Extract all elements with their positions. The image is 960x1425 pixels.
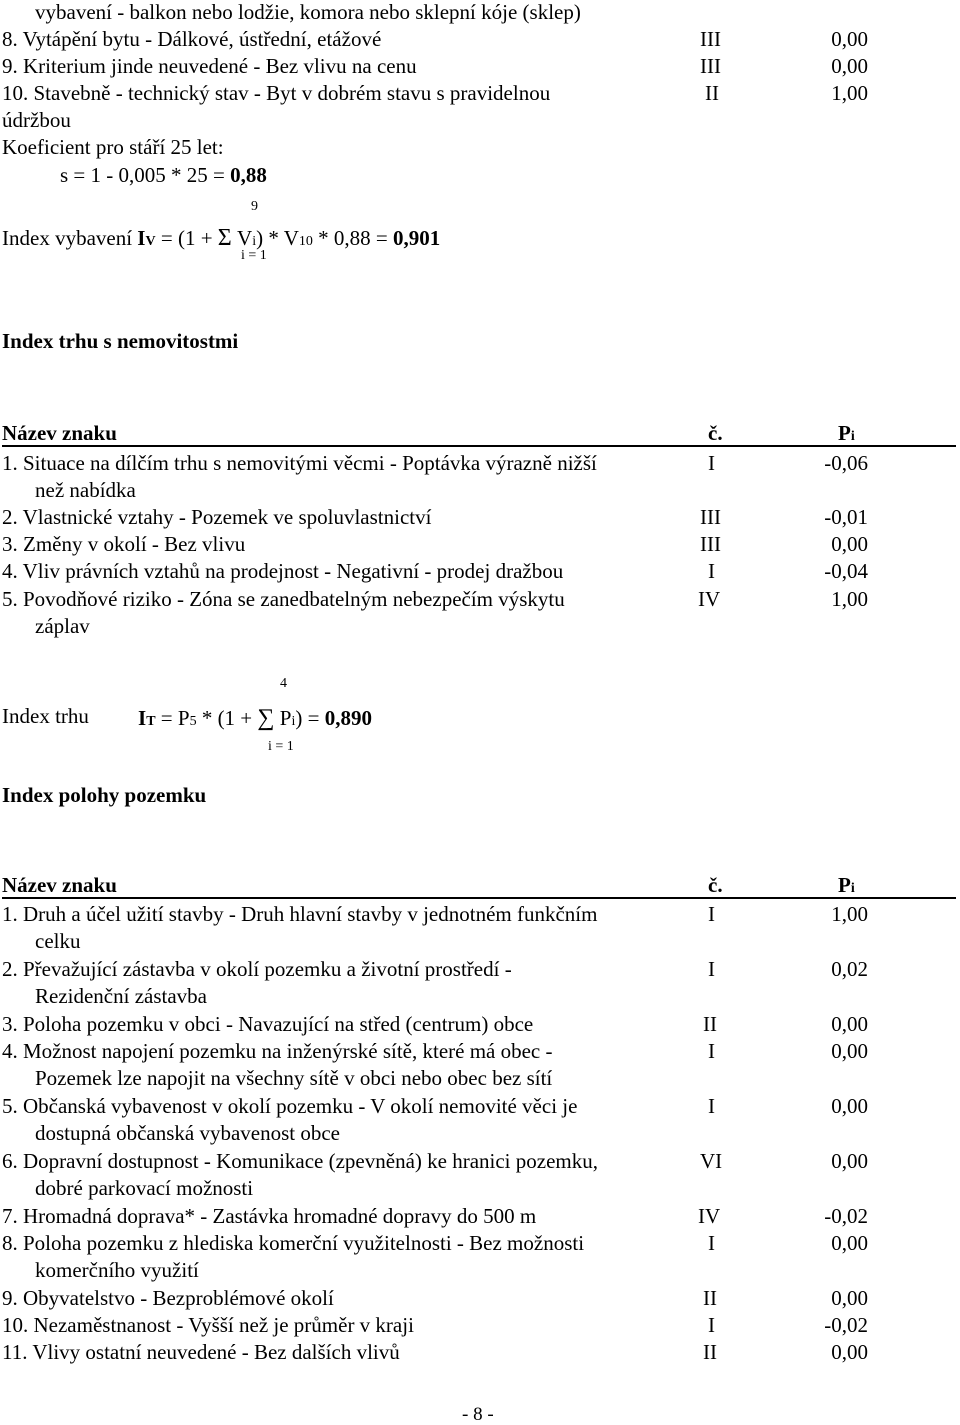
market-eq-part2: * (1 +: [196, 706, 258, 730]
market-table-rule: [2, 445, 956, 447]
equip-sum-lower: i = 1: [241, 248, 267, 263]
market-row-3-name: 3. Změny v okolí - Bez vlivu: [2, 532, 246, 556]
location-row-8-class: I: [708, 1231, 715, 1255]
location-col-p-label: P: [838, 873, 851, 897]
market-row-1-class: I: [708, 451, 715, 475]
equipment-row-7-continuation: vybavení - balkon nebo lodžie, komora nebo sklepní kóje (sklep): [35, 0, 581, 24]
location-row-9-name: 9. Obyvatelstvo - Bezproblémové okolí: [2, 1286, 334, 1310]
market-col-p-label: P: [838, 421, 851, 445]
location-row-10-value: -0,02: [824, 1313, 868, 1337]
location-row-4-class: I: [708, 1039, 715, 1063]
equip-eq-v10-sub: 10: [298, 234, 313, 249]
equip-index-symbol: I: [137, 226, 146, 250]
market-sum-lower: i = 1: [268, 739, 294, 754]
market-col-name: Název znaku: [2, 421, 117, 445]
location-row-8-name: 8. Poloha pozemku z hlediska komerční využitelnosti - Bez možnosti: [2, 1231, 585, 1255]
location-row-8-value: 0,00: [831, 1231, 868, 1255]
age-formula-text: s = 1 - 0,005 * 25 =: [60, 163, 231, 187]
market-col-number: č.: [708, 421, 723, 445]
location-row-10-class: I: [708, 1313, 715, 1337]
market-row-1-name: 1. Situace na dílčím trhu s nemovitými věcmi - Poptávka výrazně nižší: [2, 451, 597, 475]
equipment-row-8-name: 8. Vytápění bytu - Dálkové, ústřední, etážové: [2, 27, 382, 51]
equip-eq-part3: * 0,88 =: [312, 226, 393, 250]
location-row-9-value: 0,00: [831, 1286, 868, 1310]
equip-eq-part1: = (1 +: [155, 226, 218, 250]
location-row-1-name-continuation: celku: [35, 929, 81, 953]
market-col-p: [838, 423, 855, 444]
equipment-row-9-class: III: [700, 54, 721, 78]
market-row-2-class: III: [700, 505, 721, 529]
market-eq-p5-sub: 5: [189, 714, 197, 729]
market-row-1-name-continuation: než nabídka: [35, 478, 136, 502]
market-row-5-name-continuation: záplav: [35, 614, 90, 638]
location-row-3-name: 3. Poloha pozemku v obci - Navazující na střed (centrum) obce: [2, 1012, 534, 1036]
equip-index-formula: [2, 226, 440, 250]
equipment-row-8-value: 0,00: [831, 27, 868, 51]
age-formula-result: 0,88: [230, 163, 267, 187]
equip-sum-upper: 9: [251, 199, 258, 214]
market-index-label: Index trhu: [2, 704, 89, 728]
location-row-6-name: 6. Dopravní dostupnost - Komunikace (zpevněná) ke hranici pozemku,: [2, 1149, 598, 1173]
location-row-7-value: -0,02: [824, 1204, 868, 1228]
market-sum-symbol: ∑: [257, 705, 275, 731]
equip-eq-v: V: [231, 226, 253, 250]
equip-sum-symbol: Σ: [217, 225, 232, 251]
location-col-p: [838, 875, 855, 896]
market-index-subscript: T: [146, 714, 156, 729]
market-row-3-value: 0,00: [831, 532, 868, 556]
location-col-number: č.: [708, 873, 723, 897]
location-row-7-class: IV: [698, 1204, 721, 1228]
equip-eq-v-sub: i: [252, 234, 257, 249]
market-row-4-class: I: [708, 559, 715, 583]
age-coefficient-label: Koeficient pro stáří 25 let:: [2, 135, 224, 159]
market-eq-part3: ) =: [295, 706, 325, 730]
age-coefficient-formula: [60, 165, 267, 186]
location-row-4-name: 4. Možnost napojení pozemku na inženýrské sítě, které má obec -: [2, 1039, 553, 1063]
market-index-formula: [138, 706, 372, 730]
location-row-9-class: II: [703, 1286, 717, 1310]
location-row-6-name-continuation: dobré parkovací možnosti: [35, 1176, 254, 1200]
equipment-row-8-class: III: [700, 27, 721, 51]
market-section-heading: Index trhu s nemovitostmi: [2, 329, 239, 353]
location-row-8-name-continuation: komerčního využití: [35, 1258, 199, 1282]
location-row-1-value: 1,00: [831, 902, 868, 926]
location-row-2-value: 0,02: [831, 957, 868, 981]
location-row-5-value: 0,00: [831, 1094, 868, 1118]
equipment-row-9-name: 9. Kriterium jinde neuvedené - Bez vlivu na cenu: [2, 54, 417, 78]
market-col-p-sub: i: [850, 429, 855, 444]
market-eq-p: P: [274, 706, 292, 730]
market-row-5-name: 5. Povodňové riziko - Zóna se zanedbatelným nebezpečím výskytu: [2, 587, 565, 611]
market-index-symbol: I: [138, 706, 147, 730]
equip-eq-part2: ) * V: [256, 226, 299, 250]
location-row-1-name: 1. Druh a účel užití stavby - Druh hlavní stavby v jednotném funkčním: [2, 902, 598, 926]
market-row-4-name: 4. Vliv právních vztahů na prodejnost - Negativní - prodej dražbou: [2, 559, 564, 583]
location-row-2-name-continuation: Rezidenční zástavba: [35, 984, 207, 1008]
location-row-6-value: 0,00: [831, 1149, 868, 1173]
equipment-row-10-name-continuation: údržbou: [2, 108, 71, 132]
location-row-4-name-continuation: Pozemek lze napojit na všechny sítě v obci nebo obec bez sítí: [35, 1066, 553, 1090]
location-row-5-name: 5. Občanská vybavenost v okolí pozemku - V okolí nemovité věci je: [2, 1094, 578, 1118]
market-sum-upper: 4: [280, 676, 287, 691]
market-eq-p-sub: i: [291, 714, 296, 729]
location-row-10-name: 10. Nezaměstnanost - Vyšší než je průměr v kraji: [2, 1313, 414, 1337]
location-col-p-sub: i: [850, 881, 855, 896]
market-index-result: 0,890: [324, 706, 372, 730]
market-row-5-value: 1,00: [831, 587, 868, 611]
location-row-11-class: II: [703, 1340, 717, 1364]
market-row-5-class: IV: [698, 587, 721, 611]
equip-index-label: Index vybavení: [2, 226, 138, 250]
market-row-2-name: 2. Vlastnické vztahy - Pozemek ve spoluvlastnictví: [2, 505, 432, 529]
location-row-3-value: 0,00: [831, 1012, 868, 1036]
location-row-5-class: I: [708, 1094, 715, 1118]
market-row-1-value: -0,06: [824, 451, 868, 475]
location-row-2-class: I: [708, 957, 715, 981]
location-row-6-class: VI: [700, 1149, 723, 1173]
equipment-row-10-value: 1,00: [831, 81, 868, 105]
market-row-2-value: -0,01: [824, 505, 868, 529]
location-row-11-value: 0,00: [831, 1340, 868, 1364]
market-row-4-value: -0,04: [824, 559, 868, 583]
page-number: - 8 -: [462, 1404, 494, 1425]
location-row-11-name: 11. Vlivy ostatní neuvedené - Bez dalších vlivů: [2, 1340, 400, 1364]
location-row-2-name: 2. Převažující zástavba v okolí pozemku a životní prostředí -: [2, 957, 512, 981]
equipment-row-10-name: 10. Stavebně - technický stav - Byt v dobrém stavu s pravidelnou: [2, 81, 551, 105]
market-eq-part1: = P: [155, 706, 190, 730]
location-row-4-value: 0,00: [831, 1039, 868, 1063]
equipment-row-10-class: II: [705, 81, 719, 105]
location-row-7-name: 7. Hromadná doprava* - Zastávka hromadné dopravy do 500 m: [2, 1204, 537, 1228]
location-table-rule: [2, 897, 956, 899]
location-row-1-class: I: [708, 902, 715, 926]
equipment-row-9-value: 0,00: [831, 54, 868, 78]
market-row-3-class: III: [700, 532, 721, 556]
location-col-name: Název znaku: [2, 873, 117, 897]
equip-index-result: 0,901: [392, 226, 441, 250]
location-section-heading: Index polohy pozemku: [2, 783, 207, 807]
location-row-3-class: II: [703, 1012, 717, 1036]
location-row-5-name-continuation: dostupná občanská vybavenost obce: [35, 1121, 341, 1145]
equip-index-subscript: V: [145, 234, 156, 249]
